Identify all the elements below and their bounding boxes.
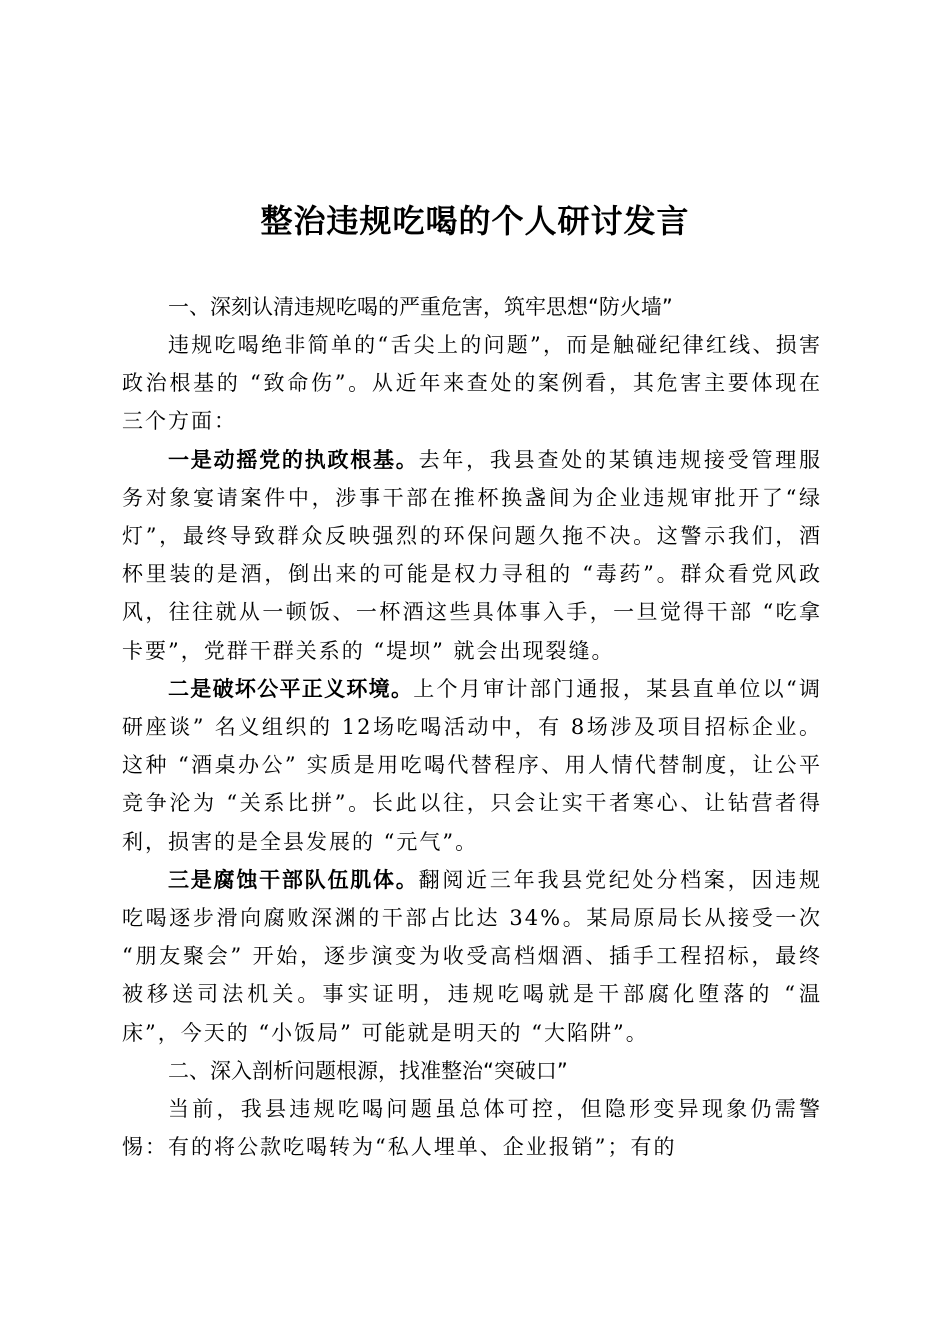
document-title: 整治违规吃喝的个人研讨发言 [260, 202, 690, 240]
section1-intro-paragraph: 违规吃喝绝非简单的“舌尖上的问题”，而是触碰纪律红线、损害政治根基的 “致命伤”。从近年来查处的案例看，其危害主要体现在三个方面： [122, 333, 822, 434]
point1-lead: 一是动摇党的执政根基。 [168, 447, 419, 472]
point3-text: 翻阅近三年我县党纪处分档案，因违规吃喝逐步滑向腐败深渊的干部占比达 34%。某局原局长从接受一次 “朋友聚会” 开始，逐步演变为收受高档烟酒、插手工程招标，最终被移送司法机关。事实证明，违规吃喝就是干部腐化堕落的 “温床”，今天的 “小饭局” 可能就是明天的 “大陷阱”。 [122, 867, 823, 1045]
section-heading-1: 一、深刻认清违规吃喝的严重危害，筑牢思想“防火墙” [168, 295, 673, 319]
document-body [122, 288, 822, 1166]
section-heading-2: 二、深入剖析问题根源，找准整治“突破口” [168, 1058, 568, 1083]
point3-lead: 三是腐蚀干部队伍肌体。 [168, 867, 419, 892]
point1-paragraph [122, 441, 822, 670]
point2-paragraph [122, 670, 822, 861]
point2-text: 上个月审计部门通报，某县直单位以“调研座谈” 名义组织的 12场吃喝活动中，有 8场涉及项目招标企业。这种 “酒桌办公” 实质是用吃喝代替程序、用人情代替制度，让公平竞争沦为 “关系比拼”。长此以往，只会让实干者寒心、让钻营者得利，损害的是全县发展的 “元气”。 [122, 676, 823, 854]
section2-intro-paragraph: 当前，我县违规吃喝问题虽总体可控，但隐形变异现象仍需警惕：有的将公款吃喝转为“私人埋单、企业报销”；有的 [122, 1096, 822, 1160]
point3-paragraph [122, 861, 822, 1052]
point1-text: 去年，我县查处的某镇违规接受管理服务对象宴请案件中，涉事干部在推杯换盏间为企业违规审批开了“绿灯”，最终导致群众反映强烈的环保问题久拖不决。这警示我们，酒杯里装的是酒，倒出来的可能是权力寻租的 “毒药”。群众看党风政风，往往就从一顿饭、一杯酒这些具体事入手，一旦觉得干部 “吃拿卡要”，党群干群关系的 “堤坝” 就会出现裂缝。 [122, 447, 823, 663]
point2-lead: 二是破坏公平正义环境。 [168, 676, 414, 701]
